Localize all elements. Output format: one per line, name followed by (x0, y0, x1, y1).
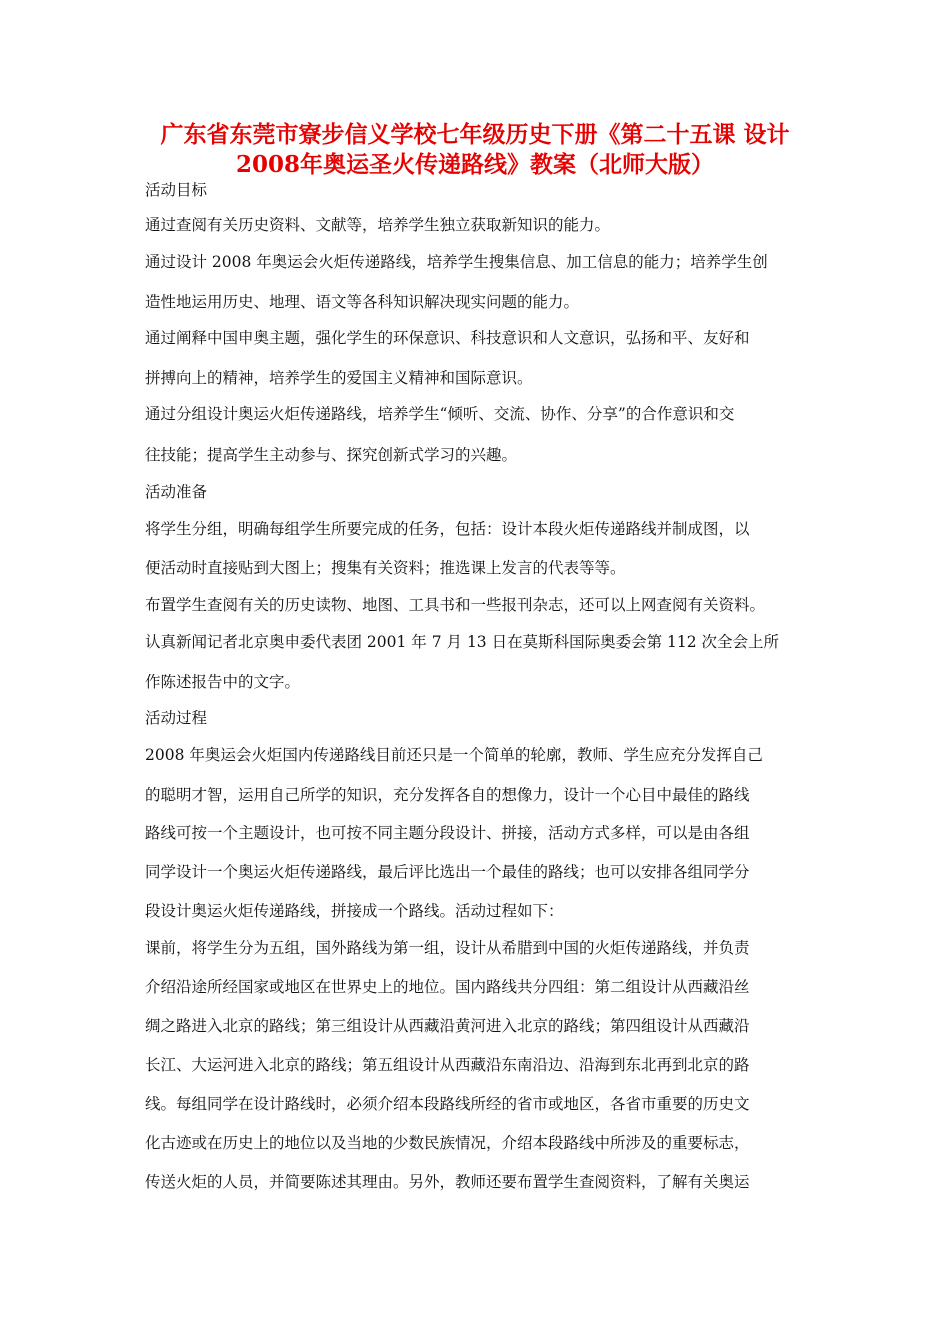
body-line: 将学生分组，明确每组学生所要完成的任务，包括：设计本段火炬传递路线并制成图，以 (145, 520, 750, 538)
body-line: 通过设计 2008 年奥运会火炬传递路线，培养学生搜集信息、加工信息的能力；培养学生创 (145, 253, 768, 271)
body-line: 线。每组同学在设计路线时，必须介绍本段路线所经的省市或地区，各省市重要的历史文 (145, 1095, 750, 1113)
body-line: 往技能；提高学生主动参与、探究创新式学习的兴趣。 (145, 446, 518, 464)
document-title-line-2: 2008年奥运圣火传递路线》教案（北师大版） (235, 151, 714, 178)
body-line: 段设计奥运火炬传递路线，拼接成一个路线。活动过程如下： (145, 902, 564, 920)
body-line: 的聪明才智，运用自己所学的知识，充分发挥各自的想像力，设计一个心目中最佳的路线 (145, 786, 750, 804)
body-line: 通过分组设计奥运火炬传递路线，培养学生“倾听、交流、协作、分享”的合作意识和交 (145, 405, 735, 423)
body-line: 介绍沿途所经国家或地区在世界史上的地位。国内路线共分四组：第二组设计从西藏沿丝 (145, 978, 750, 996)
body-line: 造性地运用历史、地理、语文等各科知识解决现实问题的能力。 (145, 293, 580, 311)
document-title-line-1: 广东省东莞市寮步信义学校七年级历史下册《第二十五课 设计 (160, 121, 790, 148)
body-line: 绸之路进入北京的路线；第三组设计从西藏沿黄河进入北京的路线；第四组设计从西藏沿 (145, 1017, 750, 1035)
body-line: 作陈述报告中的文字。 (145, 673, 301, 691)
body-line: 传送火炬的人员，并简要陈述其理由。另外，教师还要布置学生查阅资料，了解有关奥运 (145, 1173, 750, 1191)
body-line: 课前，将学生分为五组，国外路线为第一组，设计从希腊到中国的火炬传递路线，并负责 (145, 939, 750, 957)
body-line: 长江、大运河进入北京的路线；第五组设计从西藏沿东南沿边、沿海到东北再到北京的路 (145, 1056, 750, 1074)
body-line: 布置学生查阅有关的历史读物、地图、工具书和一些报刊杂志，还可以上网查阅有关资料。 (145, 596, 766, 614)
body-line: 同学设计一个奥运火炬传递路线，最后评比选出一个最佳的路线；也可以安排各组同学分 (145, 863, 750, 881)
body-line: 通过阐释中国申奥主题，强化学生的环保意识、科技意识和人文意识，弘扬和平、友好和 (145, 329, 750, 347)
body-line: 2008 年奥运会火炬国内传递路线目前还只是一个简单的轮廓，教师、学生应充分发挥自己 (145, 746, 763, 764)
body-line: 便活动时直接贴到大图上；搜集有关资料；推选课上发言的代表等等。 (145, 559, 626, 577)
section-heading-goals: 活动目标 (145, 181, 208, 199)
body-line: 路线可按一个主题设计，也可按不同主题分段设计、拼接，活动方式多样，可以是由各组 (145, 824, 750, 842)
body-line: 认真新闻记者北京奥申委代表团 2001 年 7 月 13 日在莫斯科国际奥委会第 112 次全会上所 (145, 633, 780, 651)
body-line: 化古迹或在历史上的地位以及当地的少数民族情况，介绍本段路线中所涉及的重要标志， (145, 1134, 750, 1152)
body-line: 通过查阅有关历史资料、文献等，培养学生独立获取新知识的能力。 (145, 216, 611, 234)
body-line: 拼搏向上的精神，培养学生的爱国主义精神和国际意识。 (145, 369, 533, 387)
section-heading-process: 活动过程 (145, 709, 208, 727)
section-heading-preparation: 活动准备 (145, 483, 208, 501)
